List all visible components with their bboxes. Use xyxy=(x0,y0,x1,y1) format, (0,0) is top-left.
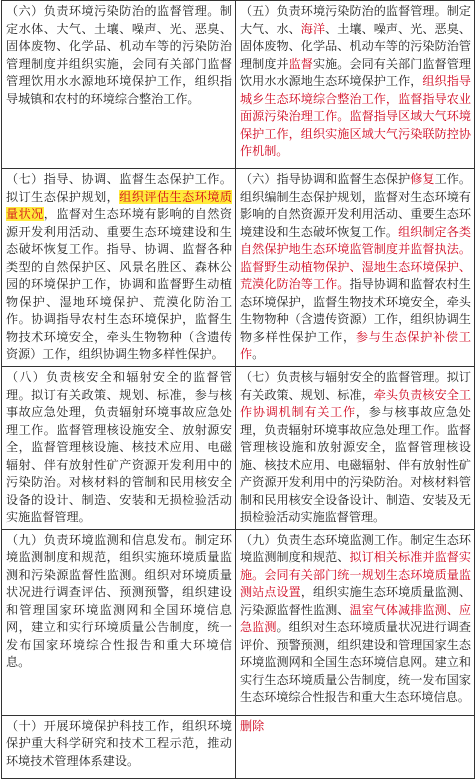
revised-text: 组织制定各类自然保护地生态环境监管制度并监督执法。监督野生动植物保护、湿地生态环境保护、荒漠化防治等工作。 xyxy=(240,224,471,291)
duty-text: 指导协调和监督农村生态环境保护，监督生物技术环境安全，牵头生物物种（含遗传资源）工作，组织协调生物多样性保护工作， xyxy=(240,277,471,344)
duty-text: 实施。会同有关部门监督管理饮用水水源地生态环境保护工作， xyxy=(240,56,471,88)
table-row xyxy=(2,715,475,778)
new-duty-cell xyxy=(236,529,475,715)
old-duty-cell xyxy=(2,715,236,778)
old-duty-cell xyxy=(2,367,236,530)
duty-text: （六）负责环境污染防治的监督管理。制定水体、大气、土壤、噪声、光、恶臭、固体废物、化学品、机动车等的污染防治管理制度并组织实施，会同有关部门监督管理饮用水水源地环境保护工作，组织指导城镇和农村的环境综合整治工作。 xyxy=(6,4,232,106)
duty-text: 、土壤、噪声、光、恶臭、固体废物、化学品、机动车等的污染防治管理制度并 xyxy=(240,21,471,71)
duty-text: （八）负责核安全和辐射安全的监督管理。拟订有关政策、规划、标准，参与核事故应急处理，负责辐射环境事故应急处理工作。监督管理核设施安全、放射源安全，监督管理核设施、核技术应用、电磁辐射、伴有放射性矿产资源开发利用中的污染防治。对核材料的管制和民用核安全设备的设计、制造、安装和无损检验活动实施监督管理。 xyxy=(6,370,232,524)
highlighted-text: 组织评估生态环境质量状况 xyxy=(6,189,232,221)
new-duty-cell xyxy=(236,169,475,367)
duty-text: ，参与核事故应急处理，负责辐射环境事故应急处理工作。监督管理核设施和放射源安全，监督管理核设施、核技术应用、电磁辐射、伴有放射性矿产资源开发利用中的污染防治。对核材料管制和民用核安全设备设计、制造、安装及无损检验活动实施监督管理。 xyxy=(240,405,471,524)
duty-text: 工作。组织编制生态保护规划，监督对生态环境有影响的自然资源开发利用活动、重要生态环境建设和生态破坏恢复工作。 xyxy=(240,172,471,239)
comparison-table xyxy=(1,0,475,779)
old-duty-cell xyxy=(2,529,236,715)
new-duty-cell xyxy=(236,367,475,530)
new-duty-cell xyxy=(236,715,475,778)
duty-text: （七）指导、协调、监督生态保护工作。拟订生态保护规划， xyxy=(6,172,232,204)
revised-text: 牵头负责核安全工作协调机制有关工作 xyxy=(240,387,471,419)
table-row xyxy=(2,367,475,530)
old-duty-cell xyxy=(2,169,236,367)
duty-text: （七）负责核与辐射安全的监督管理。拟订有关政策、规划、标准， xyxy=(240,370,471,402)
revised-text: 温室气体减排监测、应急监测 xyxy=(240,602,471,634)
duty-text: （九）负责环境监测和信息发布。制定环境监测制度和规范，组织实施环境质量监测和污染源监督性监测。组织对环境质量状况进行调查评估、预测预警，组织建设和管理国家环境监测网和全国环境信息网，建立和实行环境质量公告制度，统一发布国家环境综合性报告和重大环境信息。 xyxy=(6,532,232,669)
revised-text: 拟订相关标准并监督实施。会同有关部门统一规划生态环境质量监测站点设置 xyxy=(240,550,471,599)
duty-text: （五）负责环境污染防治的监督管理。制定大气、水、 xyxy=(240,4,471,36)
table-row xyxy=(2,1,475,169)
revised-text: 组织指导城乡生态环境综合整治工作，监督指导农业面源污染治理工作。监督指导区域大气环境保护工作，组织实施区域大气污染联防控协作机制。 xyxy=(240,74,471,158)
revised-text: 删除 xyxy=(240,718,265,733)
old-duty-cell xyxy=(2,1,236,169)
duty-text: ，监督对生态环境有影响的自然资源开发利用活动、重要生态环境建设和生态破坏恢复工作。指导、协调、监督各种类型的自然保护区、风景名胜区、森林公园的环境保护工作，协调和监督野生动植物保护、湿地环境保护、荒漠化防治工作。协调指导农村生态环境保护，监督生物技术环境安全，牵头生物物种（含遗传资源）工作，组织协调生物多样性保护。 xyxy=(6,207,232,361)
table-row xyxy=(2,169,475,367)
duty-text: （九）负责生态环境监测工作。制定生态环境监测制度和规范、 xyxy=(240,532,471,564)
duty-text: （十）开展环境保护科技工作，组织环境保护重大科学研究和技术工程示范，推动环境技术管理体系建设。 xyxy=(6,718,232,768)
new-duty-cell xyxy=(236,1,475,169)
revised-text: 参与生态保护补偿工作 xyxy=(240,329,471,361)
revised-text: 监督 xyxy=(288,56,313,71)
duty-text: 。 xyxy=(252,347,265,361)
duty-text: （六）指导协调和监督生态保护 xyxy=(240,172,411,186)
revised-text: 海洋 xyxy=(300,21,326,36)
duty-text: 。组织对生态环境质量状况进行调查评价、预警预测，组织建设和管理国家生态环境监测网和全国生态环境信息网。建立和实行生态环境质量公告制度，统一发布国家生态环境综合性报告和重大生态环境信息。 xyxy=(240,620,471,704)
revised-text: 修复 xyxy=(410,172,435,186)
duty-text: ，组织实施生态环境质量监测、污染源监督性监测、 xyxy=(240,585,471,617)
table-row xyxy=(2,529,475,715)
